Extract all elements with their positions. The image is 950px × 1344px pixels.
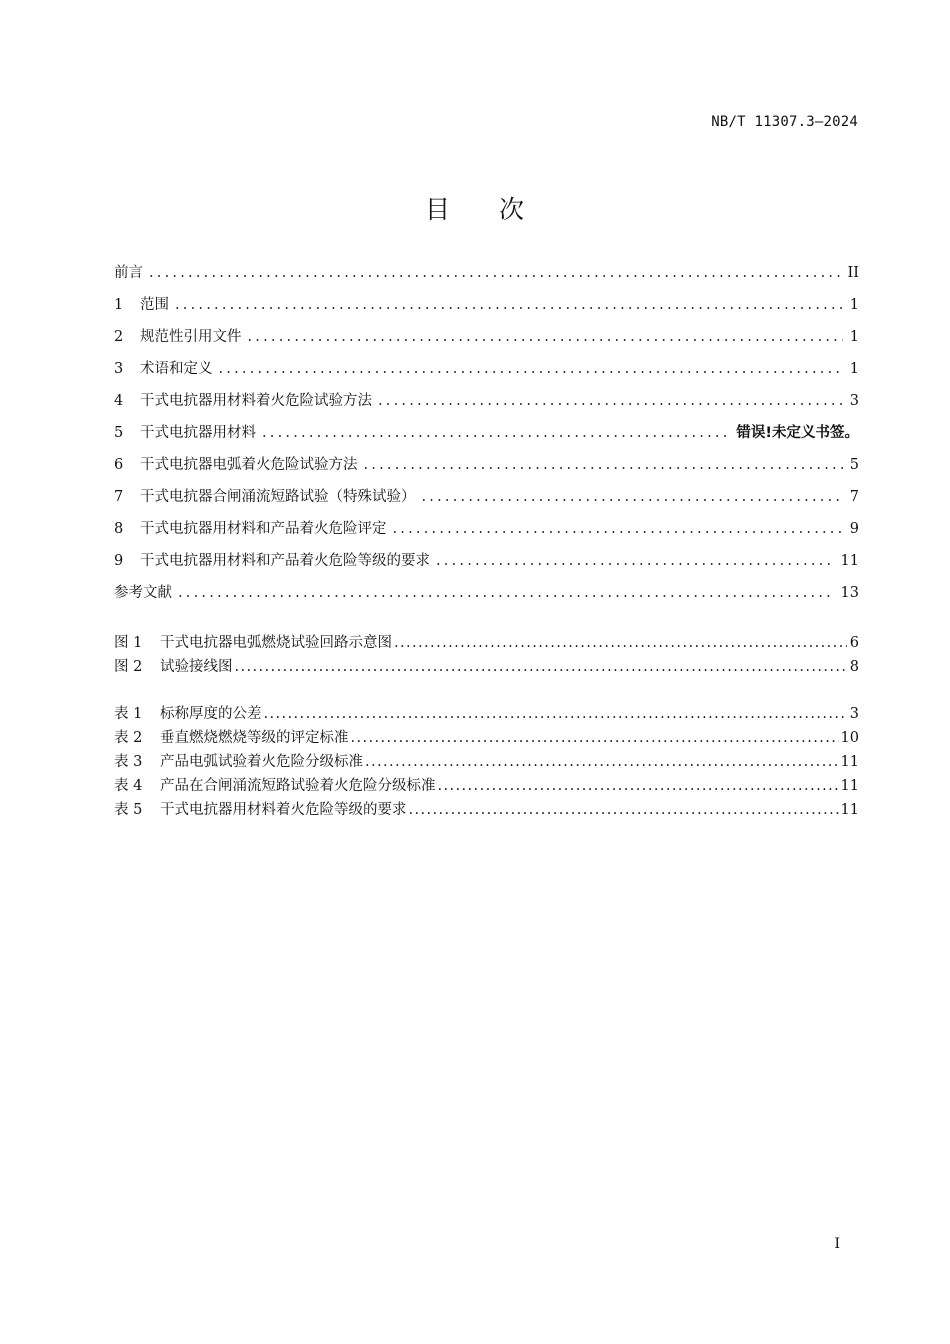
leader-dots [175, 295, 843, 315]
toc-table-3[interactable] [114, 752, 859, 772]
title-part-2: 次 [499, 195, 526, 224]
toc-entry-page: 1 [849, 329, 859, 345]
toc-entry-label: 干式电抗器用材料和产品着火危险评定 [140, 521, 387, 537]
page-number: I [834, 1236, 840, 1252]
toc-figure-label: 干式电抗器电弧燃烧试验回路示意图 [160, 635, 392, 651]
toc-figure-page: 8 [849, 659, 859, 675]
leader-dots [378, 391, 843, 411]
bookmark-error-text: 错误!未定义书签。 [736, 425, 859, 441]
toc-entry-number: 1 [114, 297, 124, 313]
leader-dots [264, 704, 848, 724]
toc-entry-1[interactable] [114, 295, 859, 315]
toc-entry-page: 5 [849, 457, 859, 473]
toc-table-label: 干式电抗器用材料着火危险等级的要求 [160, 802, 407, 818]
toc-table-label: 产品在合闸涌流短路试验着火危险分级标准 [160, 778, 436, 794]
toc-table-page: 10 [840, 730, 859, 746]
toc-entry-page: 11 [840, 553, 859, 569]
leader-dots [235, 657, 848, 677]
leader-dots [351, 728, 839, 748]
toc-entry-number: 2 [114, 329, 124, 345]
toc-table-number: 表 3 [114, 754, 143, 770]
toc-entry-number: 5 [114, 425, 124, 441]
toc-entry-number: 9 [114, 553, 124, 569]
toc-entry-label: 规范性引用文件 [140, 329, 242, 345]
toc-table-2[interactable] [114, 728, 859, 748]
toc-entry-number: 3 [114, 361, 124, 377]
toc-entry-label: 参考文献 [114, 585, 172, 601]
page-title [0, 190, 950, 226]
toc-table-label: 垂直燃烧燃烧等级的评定标准 [160, 730, 349, 746]
toc-entry-page: 13 [840, 585, 859, 601]
toc-entry-6[interactable] [114, 455, 859, 475]
toc-entry-2[interactable] [114, 327, 859, 347]
toc-entry-9[interactable] [114, 551, 859, 571]
toc-figure-2[interactable] [114, 657, 859, 677]
toc-figure-page: 6 [849, 635, 859, 651]
toc-entry-label: 干式电抗器用材料着火危险试验方法 [140, 393, 372, 409]
toc-entry-label: 干式电抗器合闸涌流短路试验（特殊试验） [140, 489, 416, 505]
leader-dots [438, 776, 839, 796]
toc-entry-page: 3 [849, 393, 859, 409]
leader-dots [178, 583, 835, 603]
toc-entry-page: 9 [849, 521, 859, 537]
toc-entry-foreword[interactable] [114, 263, 859, 283]
leader-dots [262, 423, 730, 443]
toc-table-label: 标称厚度的公差 [160, 706, 262, 722]
toc-table-page: 11 [840, 754, 859, 770]
toc-figure-number: 图 2 [114, 659, 143, 675]
toc-table-number: 表 5 [114, 802, 143, 818]
toc-entry-7[interactable] [114, 487, 859, 507]
toc-entry-8[interactable] [114, 519, 859, 539]
leader-dots [422, 487, 844, 507]
title-part-1: 目 [424, 195, 451, 224]
toc-table-number: 表 1 [114, 706, 143, 722]
leader-dots [393, 519, 844, 539]
toc-entry-label: 术语和定义 [140, 361, 213, 377]
toc-entry-3[interactable] [114, 359, 859, 379]
toc-entry-4[interactable] [114, 391, 859, 411]
leader-dots [149, 263, 842, 283]
toc-entry-label: 干式电抗器电弧着火危险试验方法 [140, 457, 358, 473]
toc-table-page: 11 [840, 802, 859, 818]
standard-code: NB/T 11307.3—2024 [711, 114, 858, 130]
toc-entry-page: 7 [849, 489, 859, 505]
toc-entry-5[interactable] [114, 423, 859, 443]
toc-table-number: 表 2 [114, 730, 143, 746]
toc-entry-label: 干式电抗器用材料和产品着火危险等级的要求 [140, 553, 430, 569]
leader-dots [394, 633, 847, 653]
toc-table-1[interactable] [114, 704, 859, 724]
toc-entry-number: 7 [114, 489, 124, 505]
toc-table-page: 11 [840, 778, 859, 794]
toc-table-5[interactable] [114, 800, 859, 820]
toc-entry-page: 1 [849, 361, 859, 377]
toc-table-4[interactable] [114, 776, 859, 796]
leader-dots [436, 551, 835, 571]
toc-table-label: 产品电弧试验着火危险分级标准 [160, 754, 363, 770]
leader-dots [365, 752, 839, 772]
leader-dots [409, 800, 839, 820]
leader-dots [364, 455, 844, 475]
toc-table-number: 表 4 [114, 778, 143, 794]
toc-entry-page: 1 [849, 297, 859, 313]
leader-dots [248, 327, 844, 347]
toc-figure-number: 图 1 [114, 635, 143, 651]
toc-figure-label: 试验接线图 [160, 659, 233, 675]
toc-entry-label: 干式电抗器用材料 [140, 425, 256, 441]
toc-table-page: 3 [849, 706, 859, 722]
toc-entry-label: 前言 [114, 265, 143, 281]
toc-entry-page: II [847, 265, 859, 281]
toc-entry-number: 6 [114, 457, 124, 473]
toc-entry-number: 8 [114, 521, 124, 537]
toc-entry-references[interactable] [114, 583, 859, 603]
toc-entry-number: 4 [114, 393, 124, 409]
toc-entry-label: 范围 [140, 297, 169, 313]
toc-figure-1[interactable] [114, 633, 859, 653]
leader-dots [219, 359, 844, 379]
